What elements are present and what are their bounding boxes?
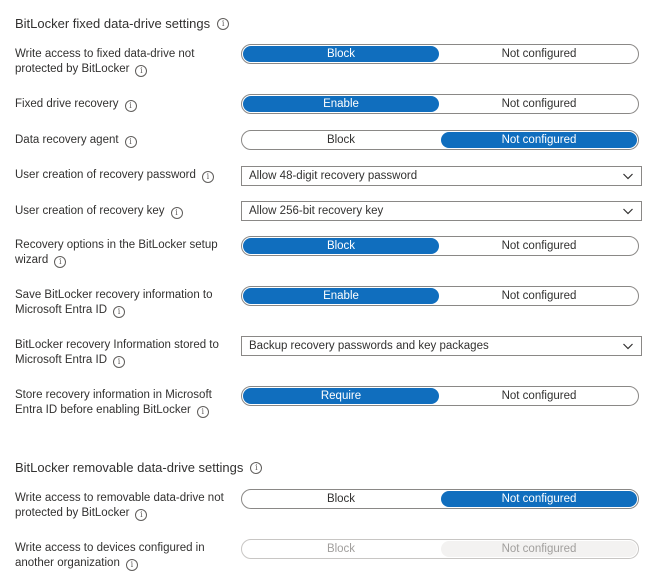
setting-label: Save BitLocker recovery information to Microsoft Entra ID i — [15, 289, 213, 316]
toggle-data-recovery-agent[interactable] — [241, 130, 639, 150]
toggle-write-access-to-devices-config — [241, 539, 639, 559]
info-icon[interactable]: i — [113, 356, 125, 368]
toggle-option-not-configured[interactable]: Not configured — [501, 390, 577, 402]
toggle-option-block: Block — [326, 543, 356, 555]
info-icon[interactable]: i — [125, 100, 137, 112]
toggle-option-not-configured: Not configured — [441, 541, 637, 557]
toggle-option-not-configured[interactable]: Not configured — [501, 98, 577, 110]
toggle-option-require[interactable]: Require — [243, 388, 439, 404]
info-icon[interactable]: i — [54, 256, 66, 268]
dropdown-value: Allow 48-digit recovery password — [249, 170, 418, 182]
dropdown-user-creation-of-recovery-pass[interactable] — [241, 166, 642, 186]
toggle-save-bitlocker-recovery-inform[interactable] — [241, 286, 639, 306]
toggle-option-not-configured[interactable]: Not configured — [501, 290, 577, 302]
toggle-recovery-options-in-the-bitloc[interactable] — [241, 236, 639, 256]
info-icon[interactable]: i — [171, 207, 183, 219]
setting-label: Write access to removable data-drive not protected by BitLocker i — [15, 492, 224, 519]
toggle-option-enable[interactable]: Enable — [243, 288, 439, 304]
toggle-option-block[interactable]: Block — [326, 493, 356, 505]
toggle-store-recovery-information-in-[interactable] — [241, 386, 639, 406]
toggle-option-block[interactable]: Block — [326, 134, 356, 146]
toggle-option-not-configured[interactable]: Not configured — [441, 491, 637, 507]
setting-label: Data recovery agent i — [15, 133, 230, 148]
info-icon[interactable]: i — [250, 462, 262, 474]
dropdown-value: Allow 256-bit recovery key — [249, 205, 384, 217]
toggle-option-block[interactable]: Block — [243, 46, 439, 62]
toggle-option-not-configured[interactable]: Not configured — [441, 132, 637, 148]
chevron-down-icon[interactable] — [622, 340, 634, 352]
setting-label: Write access to devices configured in another organization i — [15, 542, 205, 569]
setting-label: User creation of recovery password i — [15, 168, 230, 183]
fixed-section-title: BitLocker fixed data-drive settings i — [15, 16, 229, 31]
info-icon[interactable]: i — [135, 65, 147, 77]
toggle-option-block[interactable]: Block — [243, 238, 439, 254]
setting-label: BitLocker recovery Information stored to Microsoft Entra ID i — [15, 339, 219, 366]
dropdown-bitlocker-recovery-information[interactable] — [241, 336, 642, 356]
dropdown-value: Backup recovery passwords and key packages — [249, 340, 489, 352]
info-icon[interactable]: i — [202, 171, 214, 183]
info-icon[interactable]: i — [126, 559, 138, 571]
setting-label: Recovery options in the BitLocker setup wizard i — [15, 239, 218, 266]
info-icon[interactable]: i — [135, 509, 147, 521]
toggle-fixed-drive-recovery[interactable] — [241, 94, 639, 114]
setting-label: Store recovery information in Microsoft Entra ID before enabling BitLocker i — [15, 389, 212, 416]
toggle-option-enable[interactable]: Enable — [243, 96, 439, 112]
setting-label: User creation of recovery key i — [15, 204, 230, 219]
removable-section-title: BitLocker removable data-drive settings i — [15, 460, 262, 475]
toggle-write-access-to-removable-data[interactable] — [241, 489, 639, 509]
toggle-option-not-configured[interactable]: Not configured — [501, 48, 577, 60]
toggle-write-access-to-fixed-data-dri[interactable] — [241, 44, 639, 64]
dropdown-user-creation-of-recovery-key[interactable] — [241, 201, 642, 221]
info-icon[interactable]: i — [113, 306, 125, 318]
info-icon[interactable]: i — [197, 406, 209, 418]
setting-label: Write access to fixed data-drive not protected by BitLocker i — [15, 48, 195, 75]
chevron-down-icon[interactable] — [622, 205, 634, 217]
info-icon[interactable]: i — [125, 136, 137, 148]
chevron-down-icon[interactable] — [622, 170, 634, 182]
toggle-option-not-configured[interactable]: Not configured — [501, 240, 577, 252]
info-icon[interactable]: i — [217, 18, 229, 30]
setting-label: Fixed drive recovery i — [15, 97, 230, 112]
